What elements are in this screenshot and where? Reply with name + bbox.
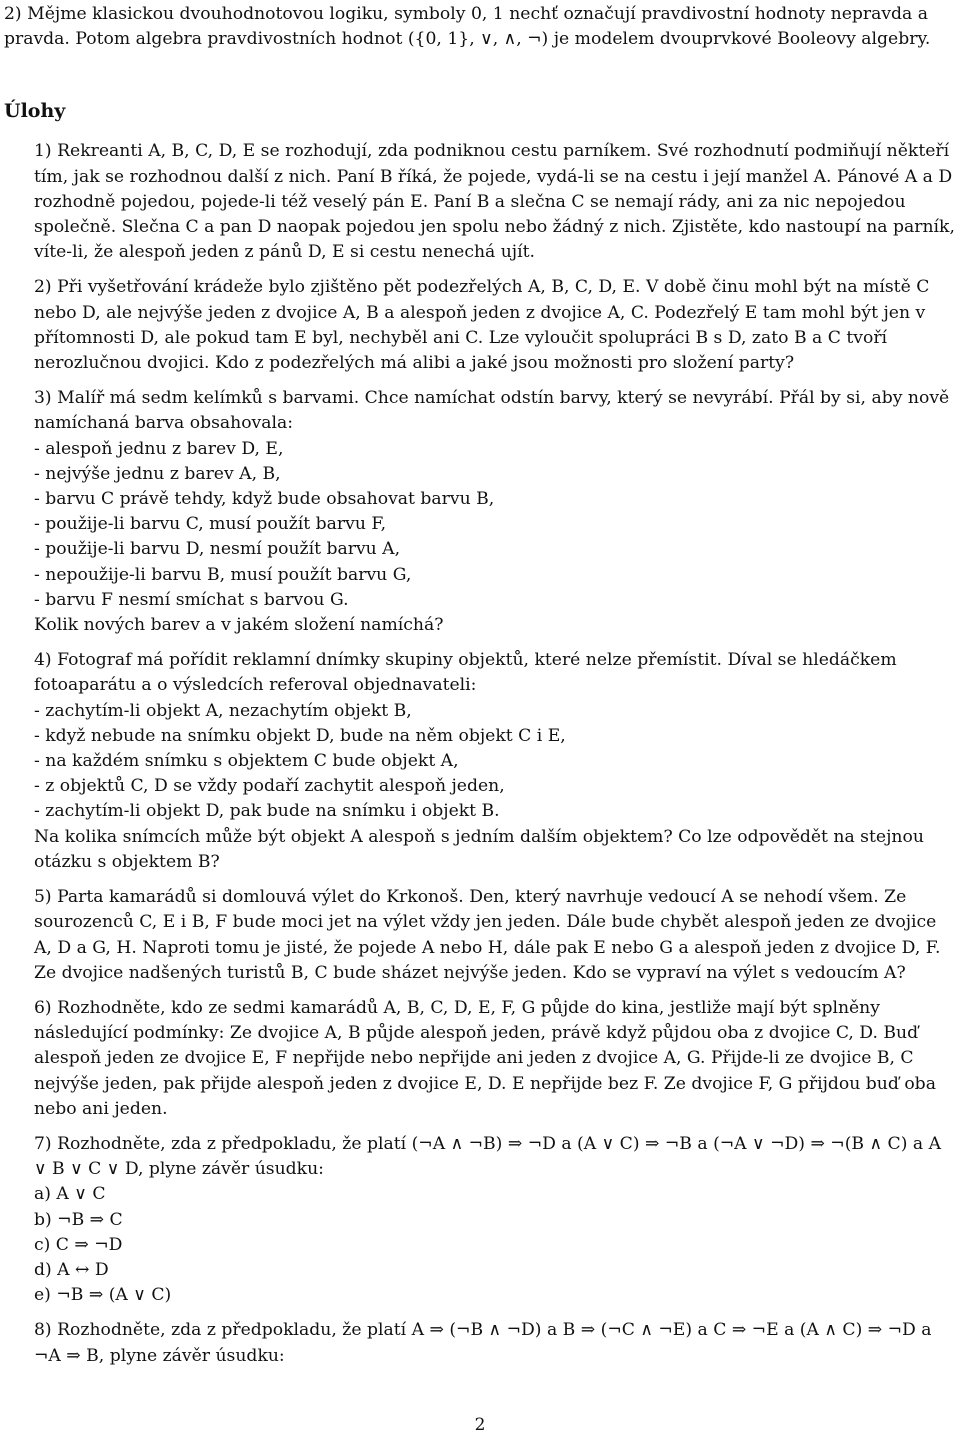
list-item: - na každém snímku s objektem C bude objekt A, [34,751,459,772]
list-item: - z objektů C, D se vždy podaří zachytit alespoň jeden, [34,776,505,797]
list-item: - zachytím-li objekt D, pak bude na snímku i objekt B. [34,801,500,822]
problem-4-question: Na kolika snímcích může být objekt A alespoň s jedním dalším objektem? Co lze odpovědět na stejnou otázku s objektem B? [34,826,924,872]
problem-7 [4,1132,957,1308]
problem-7-options [4,1182,957,1308]
list-item: - zachytím-li objekt A, nezachytím objekt B, [34,700,412,721]
list-item: - nejvýše jednu z barev A, B, [34,463,281,484]
option-d: d) A ↔ D [34,1259,109,1280]
list-item: - použije-li barvu C, musí použít barvu F, [34,514,387,535]
section-heading: Úlohy [4,100,66,123]
problem-3-question: Kolik nových barev a v jakém složení namíchá? [34,615,444,636]
option-a: a) A ∨ C [34,1184,106,1205]
option-b: b) ¬B ⇒ C [34,1209,123,1230]
page-number: 2 [474,1415,486,1435]
problem-4-conditions [4,699,957,825]
problem-3 [4,386,957,638]
problem-2: 2) Při vyšetřování krádeže bylo zjištěno pět podezřelých A, B, C, D, E. V době činu mohl být na místě C nebo D, ale nejvýše jeden z dvojice A, B a alespoň jeden z dvojice A, C. Podezřelý E tam mohl být jen v přítomnosti D, ale pokud tam E byl, nechyběl ani C. Lze vyloučit spolupráci B s D, zato B a C tvoří nerozlučnou dvojici. Kdo z podezřelých má alibi a jaké jsou možnosti pro složení party? [34,277,930,374]
page-content [4,2,957,1379]
list-item: - použije-li barvu D, nesmí použít barvu A, [34,539,401,560]
problem-3-text: 3) Malíř má sedm kelímků s barvami. Chce namíchat odstín barvy, který se nevyrábí. Přál by si, aby nově namíchaná barva obsahovala: [34,388,950,434]
problem-4 [4,648,957,875]
list-item: - alespoň jednu z barev D, E, [34,438,284,459]
option-e: e) ¬B ⇒ (A ∨ C) [34,1285,172,1306]
intro-paragraph: 2) Mějme klasickou dvouhodnotovou logiku, symboly 0, 1 nechť označují pravdivostní hodnoty nepravda a pravda. Potom algebra pravdivostních hodnot ({0, 1}, ∨, ∧, ¬) je modelem dvouprvkové Booleovy algebry. [4,4,931,50]
list-item: - když nebude na snímku objekt D, bude na něm objekt C i E, [34,725,566,746]
problem-8: 8) Rozhodněte, zda z předpokladu, že platí A ⇒ (¬B ∧ ¬D) a B ⇒ (¬C ∧ ¬E) a C ⇒ ¬E a (A ∧ C) ⇒ ¬D a ¬A ⇒ B, plyne závěr úsudku: [34,1320,932,1366]
problem-7-text: 7) Rozhodněte, zda z předpokladu, že platí (¬A ∧ ¬B) ⇒ ¬D a (A ∨ C) ⇒ ¬B a (¬A ∨ ¬D) ⇒ ¬(B ∧ C) a A ∨ B ∨ C ∨ D, plyne závěr úsudku: [34,1133,941,1180]
problem-3-conditions [4,437,957,639]
list-item: - nepoužije-li barvu B, musí použít barvu G, [34,564,412,585]
problem-1: 1) Rekreanti A, B, C, D, E se rozhodují, zda podniknou cestu parníkem. Své rozhodnutí podmiňují někteří tím, jak se rozhodnou další z nich. Paní B říká, že pojede, vydá-li se na cestu i její manžel A. Pánové A a D rozhodně pojedou, pojede-li též veselý pán E. Paní B a slečna C se nemají rády, ani za nic nepojedou společně. Slečna C a pan D naopak pojedou jen spolu nebo žádný z nich. Zjistěte, kdo nastoupí na parník, víte-li, že alespoň jeden z pánů D, E si cestu nenechá ujít. [34,141,955,263]
option-c: c) C ⇒ ¬D [34,1234,123,1255]
problem-5: 5) Parta kamarádů si domlouvá výlet do Krkonoš. Den, který navrhuje vedoucí A se nehodí všem. Ze sourozenců C, E i B, F bude moci jet na výlet vždy jen jeden. Dále bude chybět alespoň jeden ze dvojice A, D a G, H. Naproti tomu je jisté, že pojede A nebo H, dále pak E nebo G a alespoň jeden z dvojice D, F. Ze dvojice nadšených turistů B, C bude sházet nejvýše jeden. Kdo se vypraví na výlet s vedoucím A? [34,887,941,983]
list-item: - barvu F nesmí smíchat s barvou G. [34,589,349,610]
problem-6: 6) Rozhodněte, kdo ze sedmi kamarádů A, B, C, D, E, F, G půjde do kina, jestliže mají být splněny následující podmínky: Ze dvojice A, B půjde alespoň jeden, právě když půjdou oba z dvojice C, D. Buď alespoň jeden ze dvojice E, F nepřijde nebo nepřijde ani jeden z dvojice A, G. Přijde-li ze dvojice B, C nejvýše jeden, pak přijde alespoň jeden z dvojice E, D. E nepřijde bez F. Ze dvojice F, G přijdou buď oba nebo ani jeden. [34,997,936,1119]
list-item: - barvu C právě tehdy, když bude obsahovat barvu B, [34,489,495,510]
problem-4-text: 4) Fotograf má pořídit reklamní dnímky skupiny objektů, které nelze přemístit. Díval se hledáčkem fotoaparátu a o výsledcích referoval objednavateli: [34,650,897,696]
